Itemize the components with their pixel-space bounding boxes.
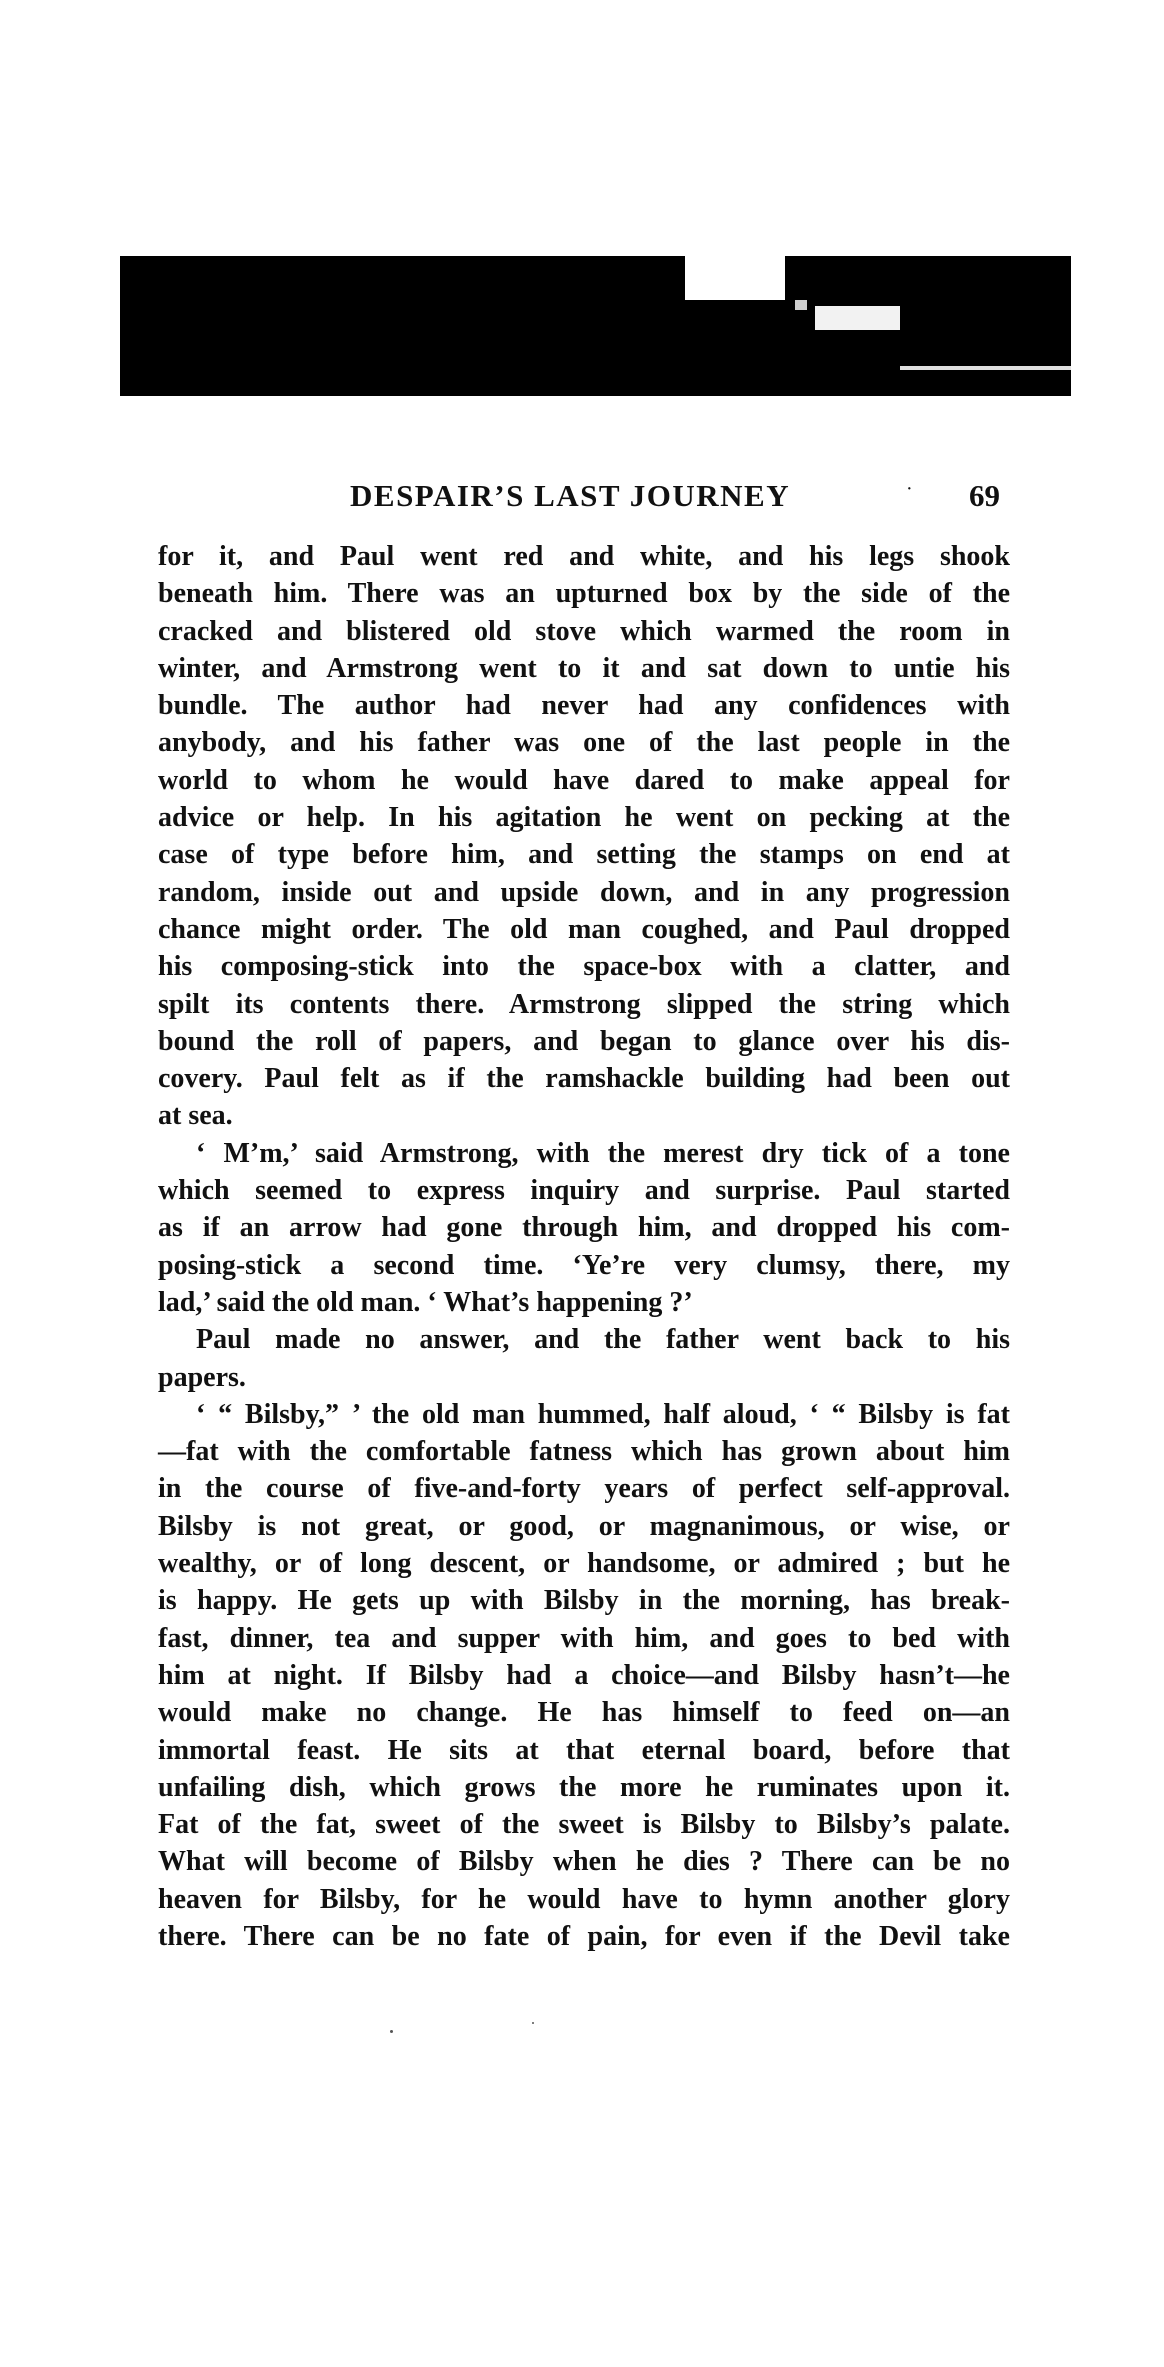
text-line: beneath him. There was an upturned box by the side of the xyxy=(158,578,1010,610)
scan-speck xyxy=(390,2030,393,2033)
text-line: fast, dinner, tea and supper with him, and goes to bed with xyxy=(158,1622,1010,1654)
text-line: bundle. The author had never had any confidences with xyxy=(158,690,1010,722)
text-line: which seemed to express inquiry and surprise. Paul started xyxy=(158,1175,1010,1207)
text-line: chance might order. The old man coughed, and Paul dropped xyxy=(158,913,1010,945)
text-line: ‘ “ Bilsby,” ’ the old man hummed, half aloud, ‘ “ Bilsby is fat xyxy=(196,1398,1010,1430)
text-line: his composing-stick into the space-box with a clatter, and xyxy=(158,951,1010,983)
text-line: random, inside out and upside down, and in any progression xyxy=(158,876,1010,908)
text-line: Paul made no answer, and the father went back to his xyxy=(196,1324,1010,1356)
text-line: world to whom he would have dared to make appeal for xyxy=(158,764,1010,796)
text-line: Fat of the fat, sweet of the sweet is Bilsby to Bilsby’s palate. xyxy=(158,1809,1010,1841)
text-line: wealthy, or of long descent, or handsome, or admired ; but he xyxy=(158,1548,1010,1580)
header-dot: · xyxy=(906,478,913,500)
text-line: in the course of five-and-forty years of perfect self-approval. xyxy=(158,1473,1010,1505)
text-line: winter, and Armstrong went to it and sat down to untie his xyxy=(158,652,1010,684)
band-notch xyxy=(685,256,785,300)
scanned-black-band xyxy=(120,256,1071,396)
text-line: for it, and Paul went red and white, and his legs shook xyxy=(158,541,1010,572)
text-line: unfailing dish, which grows the more he ruminates upon it. xyxy=(158,1771,1010,1803)
text-line: would make no change. He has himself to feed on—an xyxy=(158,1697,1010,1729)
text-line: posing-stick a second time. ‘Ye’re very clumsy, there, my xyxy=(158,1249,1010,1281)
text-line: him at night. If Bilsby had a choice—and Bilsby hasn’t—he xyxy=(158,1659,1010,1691)
body-text xyxy=(158,538,1010,1955)
text-line: —fat with the comfortable fatness which has grown about him xyxy=(158,1436,1010,1468)
text-line: ‘ M’m,’ said Armstrong, with the merest dry tick of a tone xyxy=(196,1137,1010,1169)
running-title: DESPAIR’S LAST JOURNEY xyxy=(350,478,791,513)
text-line: cracked and blistered old stove which warmed the room in xyxy=(158,615,1010,647)
text-line: anybody, and his father was one of the last people in the xyxy=(158,727,1010,759)
text-line: heaven for Bilsby, for he would have to hymn another glory xyxy=(158,1883,1010,1915)
text-line: spilt its contents there. Armstrong slipped the string which xyxy=(158,988,1010,1020)
band-light-strip xyxy=(815,306,900,330)
text-line: advice or help. In his agitation he went on pecking at the xyxy=(158,802,1010,834)
page-header xyxy=(160,478,1010,518)
text-line: covery. Paul felt as if the ramshackle building had been out xyxy=(158,1063,1010,1095)
text-line: as if an arrow had gone through him, and dropped his com- xyxy=(158,1212,1010,1244)
scan-speck xyxy=(532,2022,534,2024)
text-line: is happy. He gets up with Bilsby in the morning, has break- xyxy=(158,1585,1010,1617)
text-line: case of type before him, and setting the stamps on end at xyxy=(158,839,1010,871)
band-mark xyxy=(795,300,807,310)
text-line: Bilsby is not great, or good, or magnanimous, or wise, or xyxy=(158,1510,1010,1542)
text-line: at sea. xyxy=(158,1100,233,1132)
text-line: immortal feast. He sits at that eternal board, before that xyxy=(158,1734,1010,1766)
band-edge-line xyxy=(900,366,1071,370)
text-line: there. There can be no fate of pain, for even if the Devil take xyxy=(158,1920,1010,1952)
text-line: What will become of Bilsby when he dies ? There can be no xyxy=(158,1846,1010,1878)
page-number: 69 xyxy=(969,478,1000,513)
text-line: lad,’ said the old man. ‘ What’s happening ?’ xyxy=(158,1286,693,1318)
text-line: papers. xyxy=(158,1361,246,1393)
text-line: bound the roll of papers, and began to glance over his dis- xyxy=(158,1025,1010,1057)
